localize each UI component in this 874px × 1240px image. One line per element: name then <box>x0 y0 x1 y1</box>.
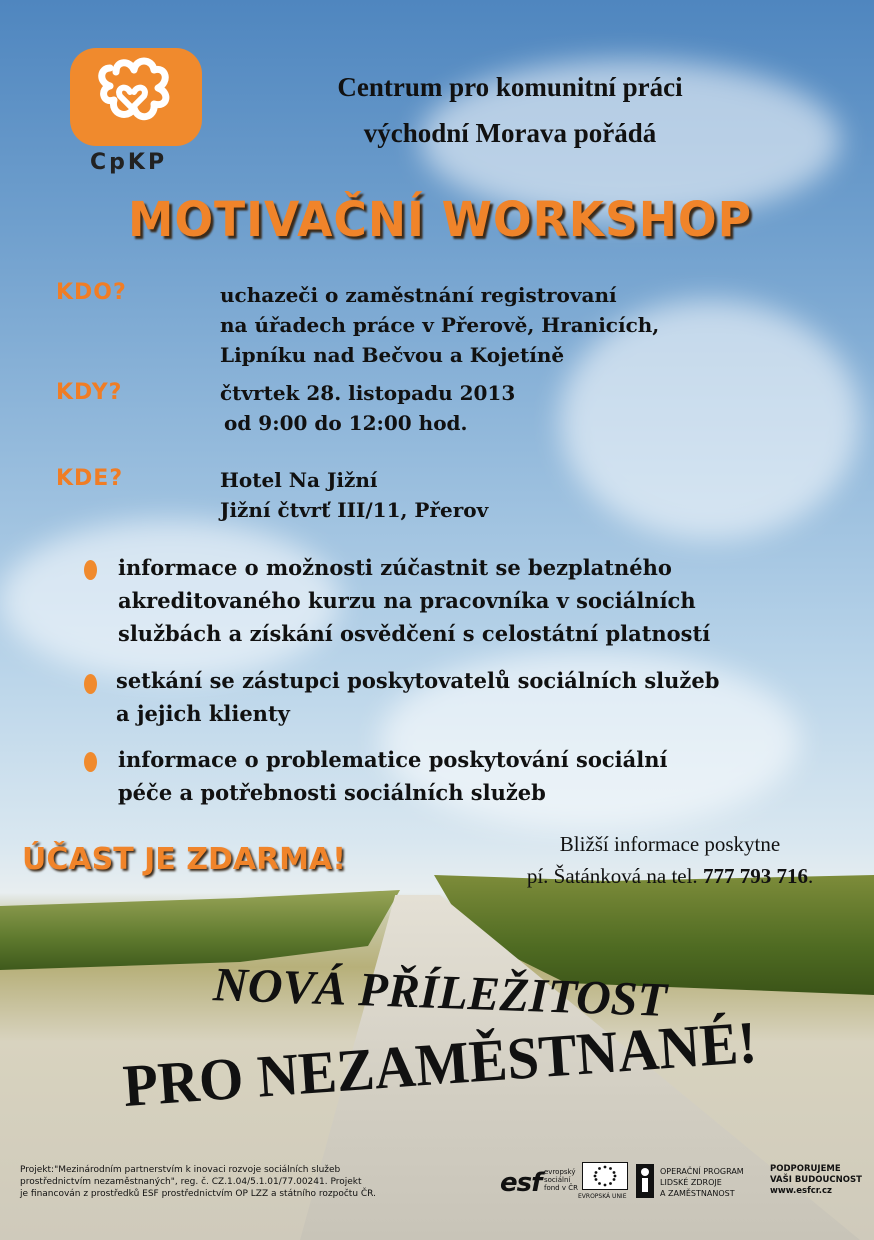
bullet-dot-icon <box>84 674 97 694</box>
esf-text: fond v ČR <box>544 1184 578 1192</box>
contact-person: pí. Šatánková na tel. <box>526 864 703 888</box>
slogan-line-2: PRO NEZAMĚSTNANÉ! <box>120 1008 759 1120</box>
cpkp-logo <box>70 48 202 146</box>
op-text: LIDSKÉ ZDROJE <box>660 1178 722 1187</box>
bullet-dot-icon <box>84 752 97 772</box>
info-line: Jižní čtvrť III/11, Přerov <box>220 498 489 522</box>
op-figure-icon <box>636 1164 654 1198</box>
eu-text: EVROPSKÁ UNIE <box>578 1193 627 1200</box>
info-line: Lipníku nad Bečvou a Kojetíně <box>220 343 565 367</box>
bullet-line: setkání se zástupci poskytovatelů sociálních služeb <box>116 668 720 693</box>
heart-flower-icon <box>70 48 202 146</box>
bullet-item <box>118 551 710 650</box>
bullet-dot-icon <box>84 560 97 580</box>
logo-wordmark: CpKP <box>90 150 168 175</box>
where-label: KDE? <box>56 466 124 491</box>
info-line: od 9:00 do 12:00 hod. <box>224 411 468 435</box>
eu-flag-logo <box>578 1162 628 1202</box>
info-line: Hotel Na Jižní <box>220 468 378 492</box>
op-text: A ZAMĚSTNANOST <box>660 1189 735 1198</box>
bullet-line: informace o problematice poskytování sociální <box>118 747 668 772</box>
bullet-line: akreditovaného kurzu na pracovníka v sociálních <box>118 588 696 613</box>
esf-logo <box>500 1162 580 1202</box>
free-entry-banner: ÚČAST JE ZDARMA! <box>22 842 346 877</box>
bullet-line: informace o možnosti zúčastnit se bezplatného <box>118 555 672 580</box>
footnote-line: je financován z prostředků ESF prostřednictvím OP LZZ a státního rozpočtu ČR. <box>20 1189 376 1199</box>
where-info <box>220 465 488 525</box>
contact-phone: 777 793 716 <box>702 864 808 888</box>
contact-info <box>480 828 860 892</box>
esf-mark: esf <box>500 1168 542 1198</box>
support-slogan <box>770 1164 865 1197</box>
bullet-item <box>116 664 719 730</box>
eu-stars-icon <box>582 1162 628 1190</box>
op-lzz-logo <box>636 1162 766 1202</box>
sponsor-logos <box>500 1160 865 1206</box>
project-footnote <box>20 1164 490 1200</box>
workshop-title: MOTIVAČNÍ WORKSHOP <box>128 192 752 248</box>
organizer-line: východní Morava pořádá <box>363 118 657 148</box>
when-info <box>220 378 515 438</box>
esf-text: sociální <box>544 1176 571 1184</box>
contact-line <box>480 860 860 892</box>
footnote-line: Projekt:"Mezinárodním partnerstvím k inovaci rozvoje sociálních služeb <box>20 1165 341 1175</box>
when-label: KDY? <box>56 380 123 405</box>
slogan-line-1: NOVÁ PŘÍLEŽITOST <box>212 958 668 1027</box>
info-line: uchazeči o zaměstnání registrovaní <box>220 283 617 307</box>
contact-suffix: . <box>807 864 814 888</box>
op-text: OPERAČNÍ PROGRAM <box>660 1167 744 1176</box>
organizer-line: Centrum pro komunitní práci <box>337 72 683 102</box>
support-text: www.esfcr.cz <box>770 1186 832 1196</box>
who-label: KDO? <box>56 280 127 305</box>
who-info <box>220 280 659 370</box>
bullet-line: službách a získání osvědčení s celostátní platností <box>118 621 711 646</box>
footnote-line: prostřednictvím nezaměstnaných", reg. č. CZ.1.04/5.1.01/77.00241. Projekt <box>20 1177 362 1187</box>
bullet-line: péče a potřebnosti sociálních služeb <box>118 780 546 805</box>
organizer-heading <box>240 64 780 156</box>
bullet-item <box>118 743 667 809</box>
support-text: PODPORUJEME <box>770 1164 841 1174</box>
bullet-line: a jejich klienty <box>116 701 290 726</box>
info-line: čtvrtek 28. listopadu 2013 <box>220 381 516 405</box>
esf-text: evropský <box>544 1168 576 1176</box>
support-text: VAŠI BUDOUCNOST <box>770 1175 862 1185</box>
contact-line: Bližší informace poskytne <box>559 832 781 856</box>
info-line: na úřadech práce v Přerově, Hranicích, <box>220 313 660 337</box>
